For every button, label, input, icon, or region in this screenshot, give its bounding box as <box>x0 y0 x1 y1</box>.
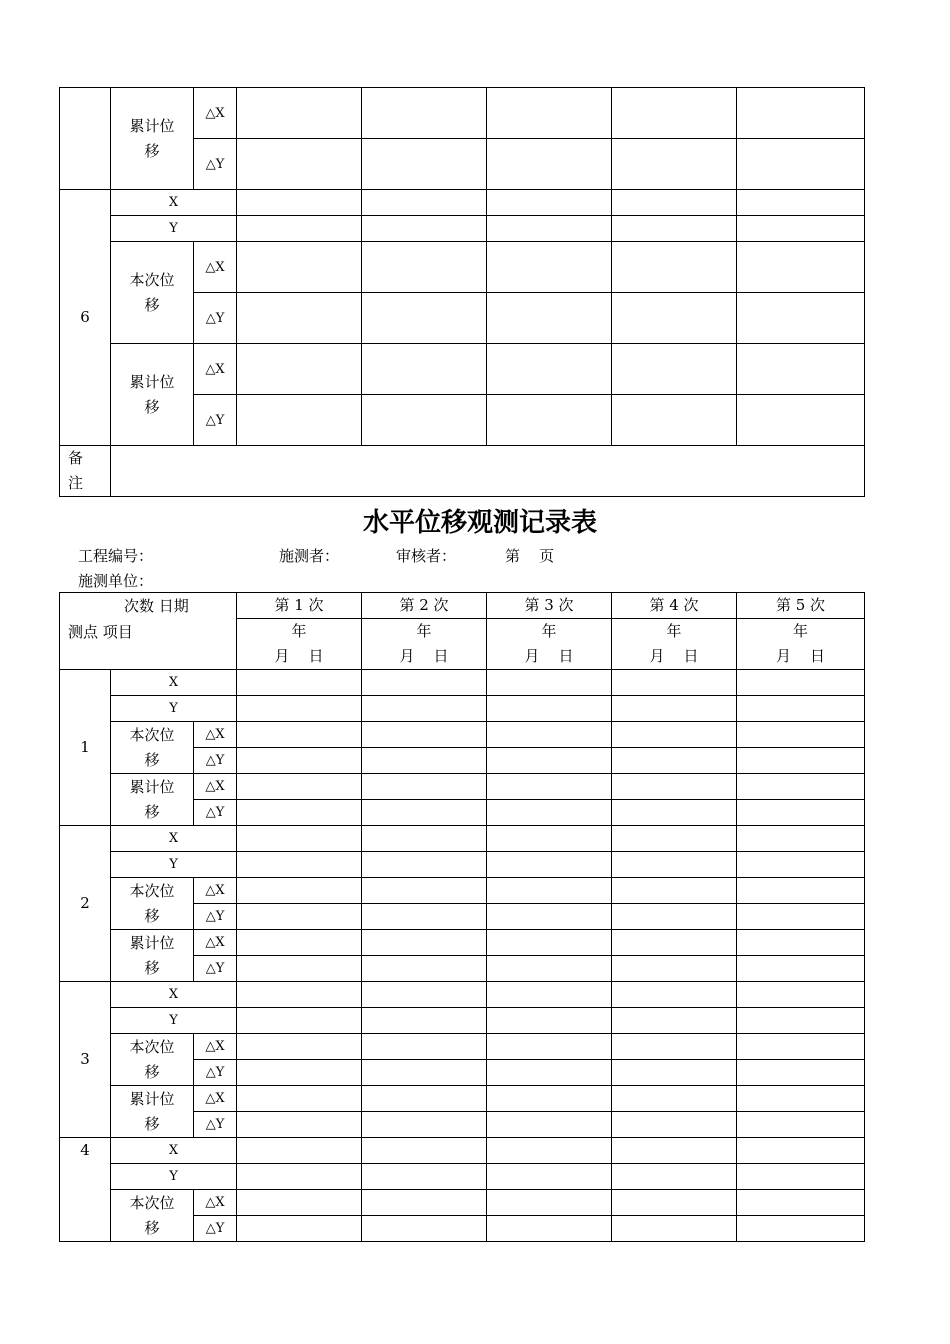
data-cell[interactable] <box>612 395 737 446</box>
data-cell[interactable] <box>237 1060 362 1086</box>
data-cell[interactable] <box>362 1164 487 1190</box>
data-cell[interactable] <box>612 982 737 1008</box>
delta-x-label: △X <box>194 1086 237 1112</box>
data-cell[interactable] <box>362 852 487 878</box>
data-cell[interactable] <box>237 242 362 293</box>
data-cell[interactable] <box>362 982 487 1008</box>
month-day-label: 月 日 <box>362 644 487 670</box>
data-cell[interactable] <box>737 88 865 139</box>
col-header-5: 第 5 次 <box>737 593 865 619</box>
current-label: 本次位移 <box>111 1034 194 1086</box>
surveyor-label: 施测者： <box>279 547 340 565</box>
data-cell[interactable] <box>362 139 487 190</box>
data-cell[interactable] <box>612 852 737 878</box>
delta-x-label: △X <box>194 930 237 956</box>
current-label: 本次位移 <box>111 242 194 344</box>
data-cell[interactable] <box>487 878 612 904</box>
delta-x-label: △X <box>194 878 237 904</box>
data-cell[interactable] <box>612 1164 737 1190</box>
delta-y-label: △Y <box>194 904 237 930</box>
data-cell[interactable] <box>737 139 865 190</box>
data-cell[interactable] <box>237 216 362 242</box>
cumulative-label: 累计位移 <box>111 774 194 826</box>
month-day-label: 月 日 <box>237 644 362 670</box>
y-label: Y <box>111 852 237 878</box>
data-cell[interactable] <box>737 1060 865 1086</box>
data-cell[interactable] <box>237 1008 362 1034</box>
data-cell[interactable] <box>612 1190 737 1216</box>
data-cell[interactable] <box>362 1216 487 1242</box>
data-cell[interactable] <box>737 696 865 722</box>
data-cell[interactable] <box>487 800 612 826</box>
data-cell[interactable] <box>612 344 737 395</box>
data-cell[interactable] <box>487 696 612 722</box>
unit-label: 施测单位： <box>78 572 154 590</box>
y-label: Y <box>111 696 237 722</box>
data-cell[interactable] <box>487 1034 612 1060</box>
data-cell[interactable] <box>487 1216 612 1242</box>
reviewer-label: 审核者： <box>396 547 457 565</box>
data-cell[interactable] <box>612 904 737 930</box>
data-cell[interactable] <box>237 1190 362 1216</box>
delta-y-label: △Y <box>194 748 237 774</box>
data-cell[interactable] <box>487 190 612 216</box>
data-cell[interactable] <box>612 800 737 826</box>
data-cell[interactable] <box>612 670 737 696</box>
data-cell[interactable] <box>237 293 362 344</box>
current-label: 本次位移 <box>111 1190 194 1242</box>
delta-y-label: △Y <box>194 293 237 344</box>
data-cell[interactable] <box>237 826 362 852</box>
page-label: 第 页 <box>505 547 555 565</box>
data-cell[interactable] <box>737 878 865 904</box>
data-cell[interactable] <box>737 1034 865 1060</box>
data-cell[interactable] <box>362 344 487 395</box>
data-cell[interactable] <box>737 1008 865 1034</box>
cumulative-label: 累计位移 <box>111 1086 194 1138</box>
data-cell[interactable] <box>487 139 612 190</box>
data-cell[interactable] <box>487 982 612 1008</box>
data-cell[interactable] <box>487 395 612 446</box>
x-label: X <box>111 982 237 1008</box>
year-label: 年 <box>487 619 612 645</box>
data-cell[interactable] <box>737 956 865 982</box>
data-cell[interactable] <box>362 242 487 293</box>
y-label: Y <box>111 1164 237 1190</box>
y-label: Y <box>111 1008 237 1034</box>
data-cell[interactable] <box>612 748 737 774</box>
data-cell[interactable] <box>612 930 737 956</box>
data-cell[interactable] <box>362 1060 487 1086</box>
data-cell[interactable] <box>487 1086 612 1112</box>
data-cell[interactable] <box>487 826 612 852</box>
data-cell[interactable] <box>737 216 865 242</box>
data-cell[interactable] <box>737 1086 865 1112</box>
point-number: 2 <box>60 826 111 982</box>
data-cell[interactable] <box>237 930 362 956</box>
data-cell[interactable] <box>362 88 487 139</box>
data-cell[interactable] <box>362 956 487 982</box>
data-cell[interactable] <box>737 670 865 696</box>
data-cell[interactable] <box>487 216 612 242</box>
data-cell[interactable] <box>737 1112 865 1138</box>
data-cell[interactable] <box>362 216 487 242</box>
year-label: 年 <box>612 619 737 645</box>
data-cell[interactable] <box>237 670 362 696</box>
data-cell[interactable] <box>362 878 487 904</box>
x-label: X <box>111 670 237 696</box>
current-label: 本次位移 <box>111 878 194 930</box>
data-cell[interactable] <box>237 852 362 878</box>
data-cell[interactable] <box>362 904 487 930</box>
header-corner <box>60 593 237 670</box>
data-cell[interactable] <box>237 748 362 774</box>
data-cell[interactable] <box>737 1190 865 1216</box>
cumulative-label: 累计位移 <box>111 88 194 190</box>
data-cell[interactable] <box>237 1112 362 1138</box>
delta-x-label: △X <box>194 88 237 139</box>
col-header-3: 第 3 次 <box>487 593 612 619</box>
data-cell[interactable] <box>612 1086 737 1112</box>
data-cell[interactable] <box>487 1138 612 1164</box>
data-cell[interactable] <box>237 139 362 190</box>
data-cell[interactable] <box>362 748 487 774</box>
delta-y-label: △Y <box>194 800 237 826</box>
col-header-1: 第 1 次 <box>237 593 362 619</box>
project-no-label: 工程编号： <box>78 547 154 565</box>
data-cell[interactable] <box>487 1060 612 1086</box>
data-cell[interactable] <box>362 293 487 344</box>
data-cell[interactable] <box>612 293 737 344</box>
delta-y-label: △Y <box>194 1216 237 1242</box>
data-cell[interactable] <box>737 190 865 216</box>
data-cell[interactable] <box>737 748 865 774</box>
corner-bottom-label: 测点 项目 <box>68 623 133 641</box>
data-cell[interactable] <box>487 670 612 696</box>
data-cell[interactable] <box>362 1008 487 1034</box>
delta-x-label: △X <box>194 722 237 748</box>
data-cell[interactable] <box>362 1112 487 1138</box>
data-cell[interactable] <box>487 88 612 139</box>
data-cell[interactable] <box>737 293 865 344</box>
data-cell[interactable] <box>362 800 487 826</box>
data-cell[interactable] <box>612 1060 737 1086</box>
data-cell[interactable] <box>737 1216 865 1242</box>
x-label: X <box>111 190 237 216</box>
data-cell[interactable] <box>737 852 865 878</box>
data-cell[interactable] <box>612 1216 737 1242</box>
x-label: X <box>111 1138 237 1164</box>
col-header-2: 第 2 次 <box>362 593 487 619</box>
data-cell[interactable] <box>487 852 612 878</box>
delta-x-label: △X <box>194 1034 237 1060</box>
data-cell[interactable] <box>362 1138 487 1164</box>
month-day-label: 月 日 <box>612 644 737 670</box>
data-cell[interactable] <box>612 722 737 748</box>
record-table <box>59 592 865 1242</box>
data-cell[interactable] <box>612 242 737 293</box>
data-cell[interactable] <box>487 904 612 930</box>
month-day-label: 月 日 <box>487 644 612 670</box>
data-cell[interactable] <box>487 1112 612 1138</box>
delta-y-label: △Y <box>194 395 237 446</box>
data-cell[interactable] <box>737 722 865 748</box>
data-cell[interactable] <box>487 748 612 774</box>
data-cell[interactable] <box>612 956 737 982</box>
data-cell[interactable] <box>362 826 487 852</box>
cumulative-label: 累计位移 <box>111 930 194 982</box>
cumulative-label: 累计位移 <box>111 344 194 446</box>
data-cell[interactable] <box>487 344 612 395</box>
data-cell[interactable] <box>487 930 612 956</box>
delta-y-label: △Y <box>194 1060 237 1086</box>
data-cell[interactable] <box>237 982 362 1008</box>
data-cell[interactable] <box>737 904 865 930</box>
data-cell[interactable] <box>362 1034 487 1060</box>
data-cell[interactable] <box>487 1164 612 1190</box>
point-cell-5 <box>60 88 111 190</box>
data-cell[interactable] <box>362 930 487 956</box>
data-cell[interactable] <box>487 722 612 748</box>
point-number: 1 <box>60 670 111 826</box>
data-cell[interactable] <box>612 1112 737 1138</box>
data-cell[interactable] <box>237 1138 362 1164</box>
col-header-4: 第 4 次 <box>612 593 737 619</box>
point-number: 4 <box>60 1138 111 1242</box>
data-cell[interactable] <box>737 395 865 446</box>
data-cell[interactable] <box>487 1008 612 1034</box>
year-label: 年 <box>237 619 362 645</box>
data-cell[interactable] <box>237 956 362 982</box>
page-title: 水平位移观测记录表 <box>362 508 597 538</box>
delta-x-label: △X <box>194 242 237 293</box>
data-cell[interactable] <box>612 1008 737 1034</box>
data-cell[interactable] <box>612 878 737 904</box>
data-cell[interactable] <box>612 88 737 139</box>
delta-x-label: △X <box>194 344 237 395</box>
data-cell[interactable] <box>362 774 487 800</box>
data-cell[interactable] <box>737 930 865 956</box>
delta-y-label: △Y <box>194 956 237 982</box>
continuation-table <box>59 87 865 497</box>
data-cell[interactable] <box>612 216 737 242</box>
data-cell[interactable] <box>362 395 487 446</box>
x-label: X <box>111 826 237 852</box>
data-cell[interactable] <box>237 344 362 395</box>
data-cell[interactable] <box>362 190 487 216</box>
data-cell[interactable] <box>737 774 865 800</box>
delta-y-label: △Y <box>194 1112 237 1138</box>
data-cell[interactable] <box>237 1086 362 1112</box>
data-cell[interactable] <box>612 826 737 852</box>
data-cell[interactable] <box>487 1190 612 1216</box>
data-cell[interactable] <box>237 904 362 930</box>
point-number: 3 <box>60 982 111 1138</box>
data-cell[interactable] <box>237 800 362 826</box>
delta-x-label: △X <box>194 1190 237 1216</box>
data-cell[interactable] <box>362 696 487 722</box>
data-cell[interactable] <box>737 1138 865 1164</box>
data-cell[interactable] <box>737 344 865 395</box>
notes-label: 备注 <box>60 446 111 497</box>
month-day-label: 月 日 <box>737 644 865 670</box>
notes-field[interactable] <box>111 446 865 497</box>
data-cell[interactable] <box>237 878 362 904</box>
data-cell[interactable] <box>237 1216 362 1242</box>
data-cell[interactable] <box>737 242 865 293</box>
data-cell[interactable] <box>362 1190 487 1216</box>
data-cell[interactable] <box>737 826 865 852</box>
data-cell[interactable] <box>487 774 612 800</box>
y-label: Y <box>111 216 237 242</box>
data-cell[interactable] <box>237 722 362 748</box>
data-cell[interactable] <box>612 139 737 190</box>
data-cell[interactable] <box>362 722 487 748</box>
data-cell[interactable] <box>612 1138 737 1164</box>
current-label: 本次位移 <box>111 722 194 774</box>
data-cell[interactable] <box>487 956 612 982</box>
delta-x-label: △X <box>194 774 237 800</box>
year-label: 年 <box>737 619 865 645</box>
data-cell[interactable] <box>487 293 612 344</box>
data-cell[interactable] <box>237 190 362 216</box>
year-label: 年 <box>362 619 487 645</box>
data-cell[interactable] <box>237 696 362 722</box>
data-cell[interactable] <box>237 774 362 800</box>
data-cell[interactable] <box>612 696 737 722</box>
corner-top-label: 次数 日期 <box>124 597 189 615</box>
data-cell[interactable] <box>737 1164 865 1190</box>
point-number: 6 <box>60 190 111 446</box>
data-cell[interactable] <box>737 800 865 826</box>
data-cell[interactable] <box>237 1034 362 1060</box>
data-cell[interactable] <box>237 88 362 139</box>
data-cell[interactable] <box>612 1034 737 1060</box>
data-cell[interactable] <box>612 190 737 216</box>
data-cell[interactable] <box>362 1086 487 1112</box>
data-cell[interactable] <box>737 982 865 1008</box>
data-cell[interactable] <box>612 774 737 800</box>
data-cell[interactable] <box>237 395 362 446</box>
data-cell[interactable] <box>237 1164 362 1190</box>
data-cell[interactable] <box>487 242 612 293</box>
data-cell[interactable] <box>362 670 487 696</box>
delta-y-label: △Y <box>194 139 237 190</box>
